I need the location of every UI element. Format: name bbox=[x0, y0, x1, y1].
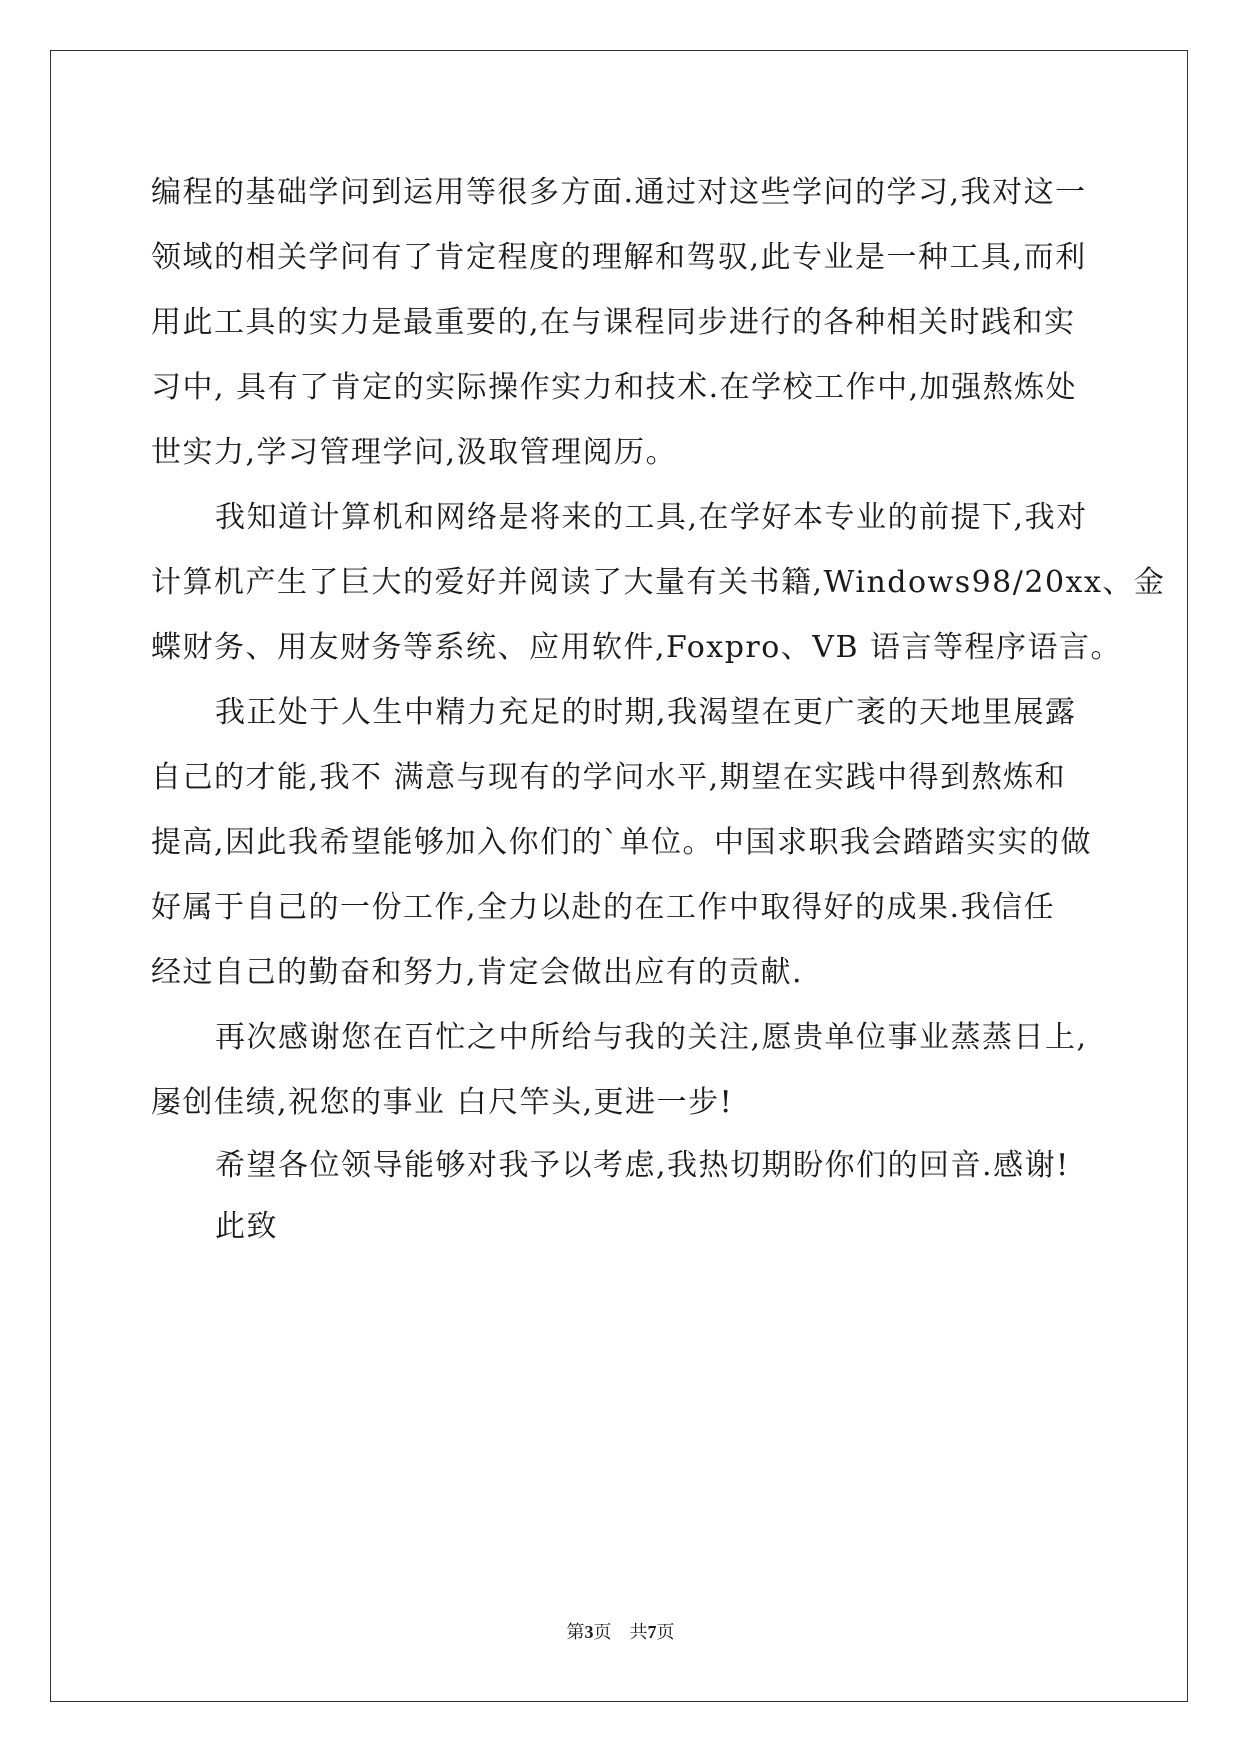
text-line: 提高,因此我希望能够加入你们的`单位。中国求职我会踏踏实实的做 bbox=[151, 825, 1093, 860]
text-line: 世实力,学习管理学问,汲取管理阅历。 bbox=[151, 435, 678, 470]
text-line: 编程的基础学问到运用等很多方面.通过对这些学问的学习,我对这一 bbox=[151, 175, 1087, 210]
text-line: 自己的才能,我不 满意与现有的学问水平,期望在实践中得到熬炼和 bbox=[151, 760, 1067, 795]
text-line: 用此工具的实力是最重要的,在与课程同步进行的各种相关时践和实 bbox=[151, 305, 1076, 340]
page-label-middle: 页 共 bbox=[593, 1622, 648, 1642]
text-line: 蝶财务、用友财务等系统、应用软件,Foxpro、VB 语言等程序语言。 bbox=[151, 630, 1123, 665]
text-line: 习中, 具有了肯定的实际操作实力和技术.在学校工作中,加强熬炼处 bbox=[151, 370, 1078, 405]
paragraph-start-line: 希望各位领导能够对我予以考虑,我热切期盼你们的回音.感谢! bbox=[215, 1148, 1070, 1183]
closing-salutation: 此致 bbox=[215, 1209, 278, 1244]
page-label-suffix: 页 bbox=[656, 1622, 675, 1642]
letter-body bbox=[151, 160, 1166, 1257]
paragraph-start-line: 我正处于人生中精力充足的时期,我渴望在更广袤的天地里展露 bbox=[215, 695, 1077, 730]
page-label-prefix: 第 bbox=[566, 1622, 585, 1642]
text-line: 计算机产生了巨大的爱好并阅读了大量有关书籍,Windows98/20xx、金 bbox=[151, 565, 1166, 600]
total-page-number: 7 bbox=[647, 1622, 657, 1642]
page-number-footer bbox=[0, 1618, 1241, 1644]
text-line: 好属于自己的一份工作,全力以赴的在工作中取得好的成果.我信任 bbox=[151, 890, 1056, 925]
text-line: 经过自己的勤奋和努力,肯定会做出应有的贡献. bbox=[151, 955, 804, 990]
paragraph-start-line: 再次感谢您在百忙之中所给与我的关注,愿贵单位事业蒸蒸日上, bbox=[215, 1020, 1088, 1055]
text-line: 屡创佳绩,祝您的事业 白尺竿头,更进一步! bbox=[151, 1085, 734, 1120]
current-page-number: 3 bbox=[584, 1622, 594, 1642]
text-line: 领域的相关学问有了肯定程度的理解和驾驭,此专业是一种工具,而利 bbox=[151, 240, 1087, 275]
paragraph-start-line: 我知道计算机和网络是将来的工具,在学好本专业的前提下,我对 bbox=[215, 500, 1088, 535]
